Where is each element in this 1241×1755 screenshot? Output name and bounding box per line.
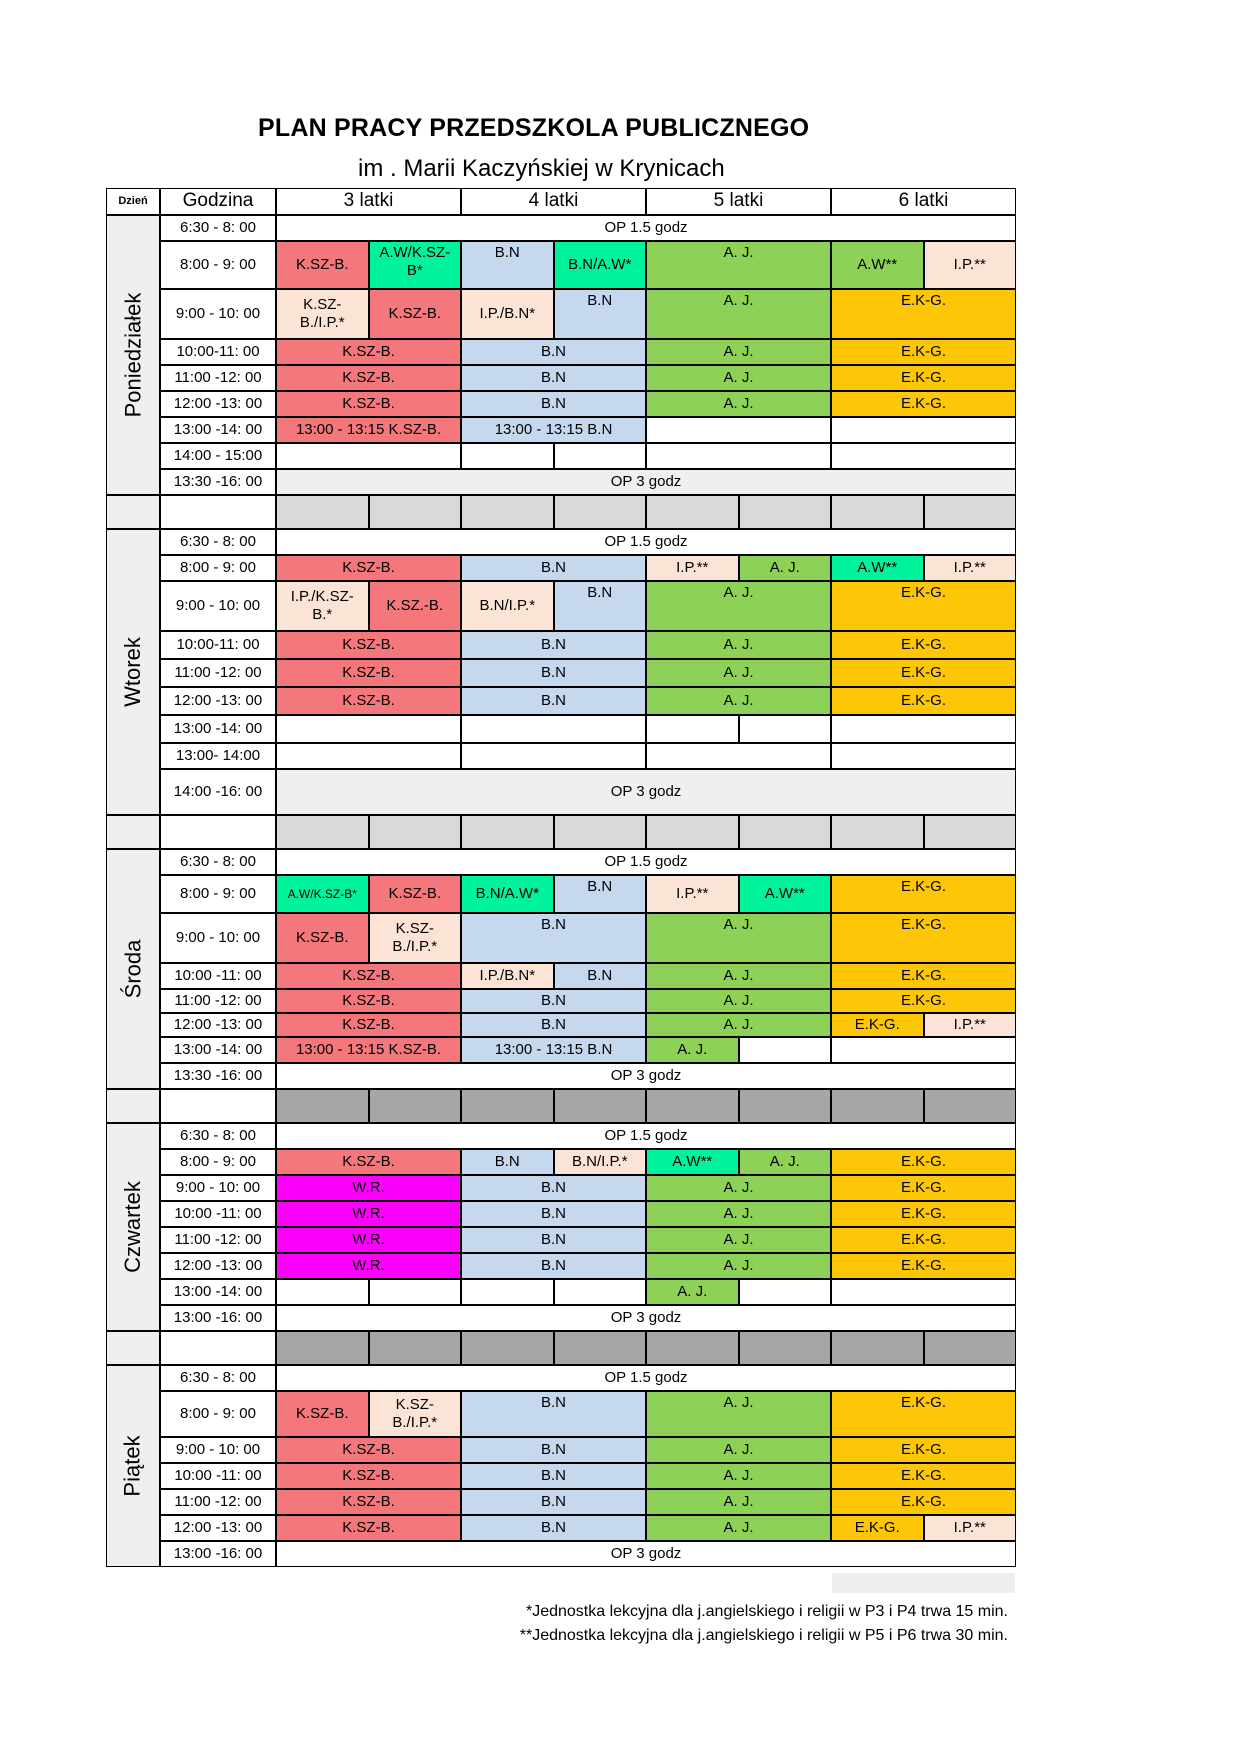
time-slot: 6:30 - 8: 00	[160, 1123, 276, 1149]
separator-cell	[276, 1089, 369, 1123]
separator-cell	[276, 1331, 369, 1365]
time-slot: 10:00-11: 00	[160, 339, 276, 365]
lesson-cell: A. J.	[646, 1437, 831, 1463]
lesson-cell: E.K-G.	[831, 989, 1016, 1013]
lesson-cell: K.SZ-B.	[369, 289, 462, 339]
time-slot: 10:00 -11: 00	[160, 1201, 276, 1227]
lesson-cell: B.N	[461, 555, 646, 581]
lesson-cell: I.P.**	[924, 1013, 1017, 1037]
lesson-cell: B.N/A.W*	[461, 875, 554, 913]
lesson-cell	[831, 715, 1016, 743]
time-slot: 9:00 - 10: 00	[160, 581, 276, 631]
lesson-cell: I.P./B.N*	[461, 963, 554, 989]
lesson-cell: I.P./B.N*	[461, 289, 554, 339]
lesson-cell: OP 1.5 godz	[276, 529, 1016, 555]
time-slot: 11:00 -12: 00	[160, 659, 276, 687]
day-name: Piątek	[120, 1435, 145, 1497]
lesson-cell: K.SZ-B.	[276, 1437, 461, 1463]
lesson-cell: B.N	[554, 875, 647, 913]
lesson-cell: K.SZ- B./I.P.*	[369, 1391, 462, 1437]
separator-cell	[646, 1089, 739, 1123]
day-label	[106, 215, 160, 495]
lesson-cell: B.N	[461, 659, 646, 687]
separator-cell	[831, 495, 924, 529]
lesson-cell: K.SZ-B.	[276, 1013, 461, 1037]
separator-day	[106, 815, 160, 849]
lesson-cell: E.K-G.	[831, 1201, 1016, 1227]
lesson-cell: K.SZ-B.	[276, 631, 461, 659]
time-slot: 12:00 -13: 00	[160, 1253, 276, 1279]
lesson-cell: B.N	[461, 1013, 646, 1037]
time-slot: 11:00 -12: 00	[160, 1489, 276, 1515]
lesson-cell: B.N	[461, 1201, 646, 1227]
lesson-cell	[461, 743, 646, 769]
separator-cell	[646, 1331, 739, 1365]
lesson-cell	[646, 443, 831, 469]
time-slot: 11:00 -12: 00	[160, 1227, 276, 1253]
lesson-cell	[276, 443, 461, 469]
separator-cell	[831, 1331, 924, 1365]
lesson-cell: A.W**	[646, 1149, 739, 1175]
lesson-cell: A. J.	[646, 365, 831, 391]
footnotes	[520, 1600, 1008, 1648]
time-slot: 10:00 -11: 00	[160, 1463, 276, 1489]
time-slot: 13:00 -14: 00	[160, 417, 276, 443]
lesson-cell: A. J.	[646, 1201, 831, 1227]
time-slot: 12:00 -13: 00	[160, 1013, 276, 1037]
separator-time	[160, 1331, 276, 1365]
time-slot: 12:00 -13: 00	[160, 391, 276, 417]
time-slot: 11:00 -12: 00	[160, 989, 276, 1013]
time-slot: 13:00- 14:00	[160, 743, 276, 769]
time-slot: 6:30 - 8: 00	[160, 215, 276, 241]
time-slot: 13:00 -14: 00	[160, 715, 276, 743]
lesson-cell: I.P.**	[924, 555, 1017, 581]
lesson-cell: A. J.	[646, 1489, 831, 1515]
separator-cell	[369, 1089, 462, 1123]
lesson-cell: E.K-G.	[831, 963, 1016, 989]
separator-time	[160, 1089, 276, 1123]
separator-cell	[739, 1331, 832, 1365]
lesson-cell: A.W**	[831, 555, 924, 581]
lesson-cell: E.K-G.	[831, 1227, 1016, 1253]
lesson-cell: K.SZ-B.	[276, 913, 369, 963]
lesson-cell: A.W/K.SZ- B*	[369, 241, 462, 289]
lesson-cell	[831, 1279, 1016, 1305]
time-slot: 14:00 - 15:00	[160, 443, 276, 469]
lesson-cell: A. J.	[646, 391, 831, 417]
lesson-cell: B.N	[461, 1149, 554, 1175]
lesson-cell: B.N	[461, 631, 646, 659]
separator-cell	[276, 815, 369, 849]
lesson-cell: OP 3 godz	[276, 1541, 1016, 1567]
lesson-cell: A. J.	[646, 1175, 831, 1201]
lesson-cell: B.N	[554, 581, 647, 631]
separator-cell	[369, 1331, 462, 1365]
lesson-cell	[276, 1279, 369, 1305]
time-slot: 12:00 -13: 00	[160, 687, 276, 715]
lesson-cell: I.P.**	[924, 1515, 1017, 1541]
separator-cell	[554, 815, 647, 849]
separator-day	[106, 1331, 160, 1365]
separator-day	[106, 1089, 160, 1123]
lesson-cell	[831, 743, 1016, 769]
footnote-1: *Jednostka lekcyjna dla j.angielskiego i religii w P3 i P4 trwa 15 min.	[525, 1603, 1008, 1620]
time-slot: 13:30 -16: 00	[160, 469, 276, 495]
separator-time	[160, 495, 276, 529]
separator-cell	[924, 815, 1017, 849]
lesson-cell	[276, 715, 461, 743]
lesson-cell	[369, 1279, 462, 1305]
day-name: Środa	[120, 939, 145, 999]
header-group: 3 latki	[276, 188, 461, 215]
separator-cell	[924, 495, 1017, 529]
separator-day	[106, 495, 160, 529]
lesson-cell: K.SZ.-B.	[369, 581, 462, 631]
lesson-cell: OP 3 godz	[276, 1305, 1016, 1331]
lesson-cell: K.SZ-B.	[276, 1515, 461, 1541]
lesson-cell	[646, 417, 831, 443]
lesson-cell: A. J.	[646, 631, 831, 659]
lesson-cell: B.N	[461, 1391, 646, 1437]
separator-cell	[461, 495, 554, 529]
lesson-cell: I.P./K.SZ- B.*	[276, 581, 369, 631]
lesson-cell: OP 3 godz	[276, 769, 1016, 815]
lesson-cell: OP 3 godz	[276, 1063, 1016, 1089]
lesson-cell: K.SZ-B.	[276, 989, 461, 1013]
lesson-cell: A. J.	[739, 1149, 832, 1175]
time-slot: 13:00 -16: 00	[160, 1541, 276, 1567]
lesson-cell	[739, 715, 832, 743]
lesson-cell: I.P.**	[924, 241, 1017, 289]
lesson-cell: E.K-G.	[831, 631, 1016, 659]
lesson-cell	[739, 1279, 832, 1305]
time-slot: 13:30 -16: 00	[160, 1063, 276, 1089]
lesson-cell: K.SZ-B.	[276, 963, 461, 989]
lesson-cell: A. J.	[646, 1515, 831, 1541]
day-label	[106, 529, 160, 815]
lesson-cell: B.N	[461, 1253, 646, 1279]
lesson-cell: K.SZ- B./I.P.*	[369, 913, 462, 963]
day-name: Wtorek	[120, 637, 145, 707]
lesson-cell	[739, 1037, 832, 1063]
time-slot: 9:00 - 10: 00	[160, 913, 276, 963]
lesson-cell: A. J.	[739, 555, 832, 581]
header-day: Dzień	[106, 188, 160, 215]
lesson-cell: A. J.	[646, 1279, 739, 1305]
lesson-cell: W.R.	[276, 1253, 461, 1279]
time-slot: 9:00 - 10: 00	[160, 1437, 276, 1463]
time-slot: 13:00 -14: 00	[160, 1279, 276, 1305]
separator-cell	[924, 1331, 1017, 1365]
lesson-cell: 13:00 - 13:15 K.SZ-B.	[276, 1037, 461, 1063]
lesson-cell: K.SZ-B.	[369, 875, 462, 913]
lesson-cell	[831, 443, 1016, 469]
lesson-cell: E.K-G.	[831, 339, 1016, 365]
time-slot: 9:00 - 10: 00	[160, 1175, 276, 1201]
lesson-cell	[554, 443, 647, 469]
separator-cell	[554, 495, 647, 529]
time-slot: 13:00 -14: 00	[160, 1037, 276, 1063]
lesson-cell: K.SZ-B.	[276, 555, 461, 581]
time-slot: 10:00-11: 00	[160, 631, 276, 659]
footnote-2: **Jednostka lekcyjna dla j.angielskiego i religii w P5 i P6 trwa 30 min.	[519, 1627, 1008, 1644]
separator-cell	[646, 815, 739, 849]
time-slot: 8:00 - 9: 00	[160, 241, 276, 289]
lesson-cell: E.K-G.	[831, 1013, 924, 1037]
lesson-cell: B.N	[461, 687, 646, 715]
lesson-cell: B.N/A.W*	[554, 241, 647, 289]
lesson-cell: W.R.	[276, 1175, 461, 1201]
lesson-cell: B.N	[554, 963, 647, 989]
separator-time	[160, 815, 276, 849]
header-group: 5 latki	[646, 188, 831, 215]
lesson-cell: E.K-G.	[831, 391, 1016, 417]
separator-cell	[369, 495, 462, 529]
lesson-cell: A.W**	[831, 241, 924, 289]
separator-cell	[369, 815, 462, 849]
lesson-cell: A. J.	[646, 659, 831, 687]
time-slot: 10:00 -11: 00	[160, 963, 276, 989]
lesson-cell: E.K-G.	[831, 1149, 1016, 1175]
lesson-cell: 13:00 - 13:15 B.N	[461, 417, 646, 443]
time-slot: 11:00 -12: 00	[160, 365, 276, 391]
lesson-cell: 13:00 - 13:15 B.N	[461, 1037, 646, 1063]
lesson-cell: B.N	[461, 1175, 646, 1201]
lesson-cell: E.K-G.	[831, 659, 1016, 687]
lesson-cell: B.N	[461, 1489, 646, 1515]
lesson-cell: E.K-G.	[831, 1175, 1016, 1201]
lesson-cell: K.SZ-B.	[276, 241, 369, 289]
lesson-cell: E.K-G.	[831, 1253, 1016, 1279]
lesson-cell: A.W**	[739, 875, 832, 913]
header-hour: Godzina	[160, 188, 276, 215]
separator-cell	[461, 1089, 554, 1123]
lesson-cell: E.K-G.	[831, 1391, 1016, 1437]
lesson-cell: A. J.	[646, 1463, 831, 1489]
lesson-cell	[646, 743, 831, 769]
page-subtitle: im . Marii Kaczyńskiej w Krynicach	[358, 155, 725, 182]
lesson-cell: OP 3 godz	[276, 469, 1016, 495]
lesson-cell: A. J.	[646, 1037, 739, 1063]
lesson-cell	[461, 715, 646, 743]
lesson-cell	[461, 1279, 554, 1305]
separator-cell	[554, 1089, 647, 1123]
lesson-cell: A. J.	[646, 989, 831, 1013]
day-label	[106, 1365, 160, 1567]
lesson-cell: B.N	[461, 1463, 646, 1489]
separator-cell	[831, 815, 924, 849]
lesson-cell: E.K-G.	[831, 1437, 1016, 1463]
time-slot: 8:00 - 9: 00	[160, 875, 276, 913]
separator-cell	[461, 1331, 554, 1365]
lesson-cell: B.N	[461, 913, 646, 963]
lesson-cell: E.K-G.	[831, 365, 1016, 391]
shaded-area	[832, 1573, 1015, 1593]
lesson-cell	[276, 743, 461, 769]
lesson-cell: K.SZ-B.	[276, 365, 461, 391]
lesson-cell	[831, 1037, 1016, 1063]
lesson-cell: E.K-G.	[831, 581, 1016, 631]
lesson-cell: A.W/K.SZ-B*	[276, 875, 369, 913]
separator-cell	[554, 1331, 647, 1365]
lesson-cell: B.N/I.P.*	[554, 1149, 647, 1175]
lesson-cell: A. J.	[646, 913, 831, 963]
lesson-cell: W.R.	[276, 1201, 461, 1227]
separator-cell	[739, 815, 832, 849]
lesson-cell: B.N/I.P.*	[461, 581, 554, 631]
time-slot: 6:30 - 8: 00	[160, 529, 276, 555]
lesson-cell: A. J.	[646, 339, 831, 365]
time-slot: 9:00 - 10: 00	[160, 289, 276, 339]
lesson-cell: E.K-G.	[831, 1489, 1016, 1515]
separator-cell	[739, 1089, 832, 1123]
time-slot: 12:00 -13: 00	[160, 1515, 276, 1541]
separator-cell	[831, 1089, 924, 1123]
lesson-cell	[461, 443, 554, 469]
lesson-cell: E.K-G.	[831, 289, 1016, 339]
lesson-cell: E.K-G.	[831, 913, 1016, 963]
lesson-cell: A. J.	[646, 241, 831, 289]
lesson-cell: I.P.**	[646, 555, 739, 581]
lesson-cell: B.N	[461, 1227, 646, 1253]
lesson-cell	[831, 417, 1016, 443]
lesson-cell: K.SZ-B.	[276, 659, 461, 687]
lesson-cell: B.N	[461, 365, 646, 391]
lesson-cell: OP 1.5 godz	[276, 1123, 1016, 1149]
header-group: 6 latki	[831, 188, 1016, 215]
day-label	[106, 1123, 160, 1331]
lesson-cell	[646, 715, 739, 743]
lesson-cell: W.R.	[276, 1227, 461, 1253]
lesson-cell: B.N	[461, 989, 646, 1013]
separator-cell	[739, 495, 832, 529]
lesson-cell: A. J.	[646, 1013, 831, 1037]
lesson-cell: B.N	[461, 241, 554, 289]
time-slot: 14:00 -16: 00	[160, 769, 276, 815]
lesson-cell: E.K-G.	[831, 1463, 1016, 1489]
lesson-cell: K.SZ-B.	[276, 1489, 461, 1515]
lesson-cell: B.N	[461, 391, 646, 417]
lesson-cell: B.N	[461, 339, 646, 365]
lesson-cell: A. J.	[646, 963, 831, 989]
separator-cell	[276, 495, 369, 529]
lesson-cell: 13:00 - 13:15 K.SZ-B.	[276, 417, 461, 443]
lesson-cell	[554, 1279, 647, 1305]
lesson-cell: B.N	[554, 289, 647, 339]
time-slot: 6:30 - 8: 00	[160, 849, 276, 875]
time-slot: 8:00 - 9: 00	[160, 1391, 276, 1437]
lesson-cell: K.SZ-B.	[276, 687, 461, 715]
lesson-cell: K.SZ-B.	[276, 391, 461, 417]
lesson-cell: A. J.	[646, 687, 831, 715]
lesson-cell: B.N	[461, 1515, 646, 1541]
lesson-cell: K.SZ- B./I.P.*	[276, 289, 369, 339]
time-slot: 13:00 -16: 00	[160, 1305, 276, 1331]
lesson-cell: K.SZ-B.	[276, 1463, 461, 1489]
day-label	[106, 849, 160, 1089]
time-slot: 8:00 - 9: 00	[160, 1149, 276, 1175]
page-title: PLAN PRACY PRZEDSZKOLA PUBLICZNEGO	[258, 114, 810, 142]
lesson-cell: A. J.	[646, 581, 831, 631]
time-slot: 8:00 - 9: 00	[160, 555, 276, 581]
separator-cell	[646, 495, 739, 529]
lesson-cell: I.P.**	[646, 875, 739, 913]
lesson-cell: K.SZ-B.	[276, 1149, 461, 1175]
day-name: Poniedziałek	[120, 292, 145, 418]
lesson-cell: K.SZ-B.	[276, 339, 461, 365]
lesson-cell: A. J.	[646, 289, 831, 339]
separator-cell	[924, 1089, 1017, 1123]
lesson-cell: A. J.	[646, 1227, 831, 1253]
lesson-cell: OP 1.5 godz	[276, 1365, 1016, 1391]
lesson-cell: K.SZ-B.	[276, 1391, 369, 1437]
lesson-cell: E.K-G.	[831, 1515, 924, 1541]
time-slot: 6:30 - 8: 00	[160, 1365, 276, 1391]
lesson-cell: A. J.	[646, 1391, 831, 1437]
lesson-cell: OP 1.5 godz	[276, 849, 1016, 875]
lesson-cell: A. J.	[646, 1253, 831, 1279]
lesson-cell: B.N	[461, 1437, 646, 1463]
lesson-cell: E.K-G.	[831, 687, 1016, 715]
lesson-cell: OP 1.5 godz	[276, 215, 1016, 241]
day-name: Czwartek	[120, 1181, 145, 1273]
header-group: 4 latki	[461, 188, 646, 215]
lesson-cell: E.K-G.	[831, 875, 1016, 913]
separator-cell	[461, 815, 554, 849]
